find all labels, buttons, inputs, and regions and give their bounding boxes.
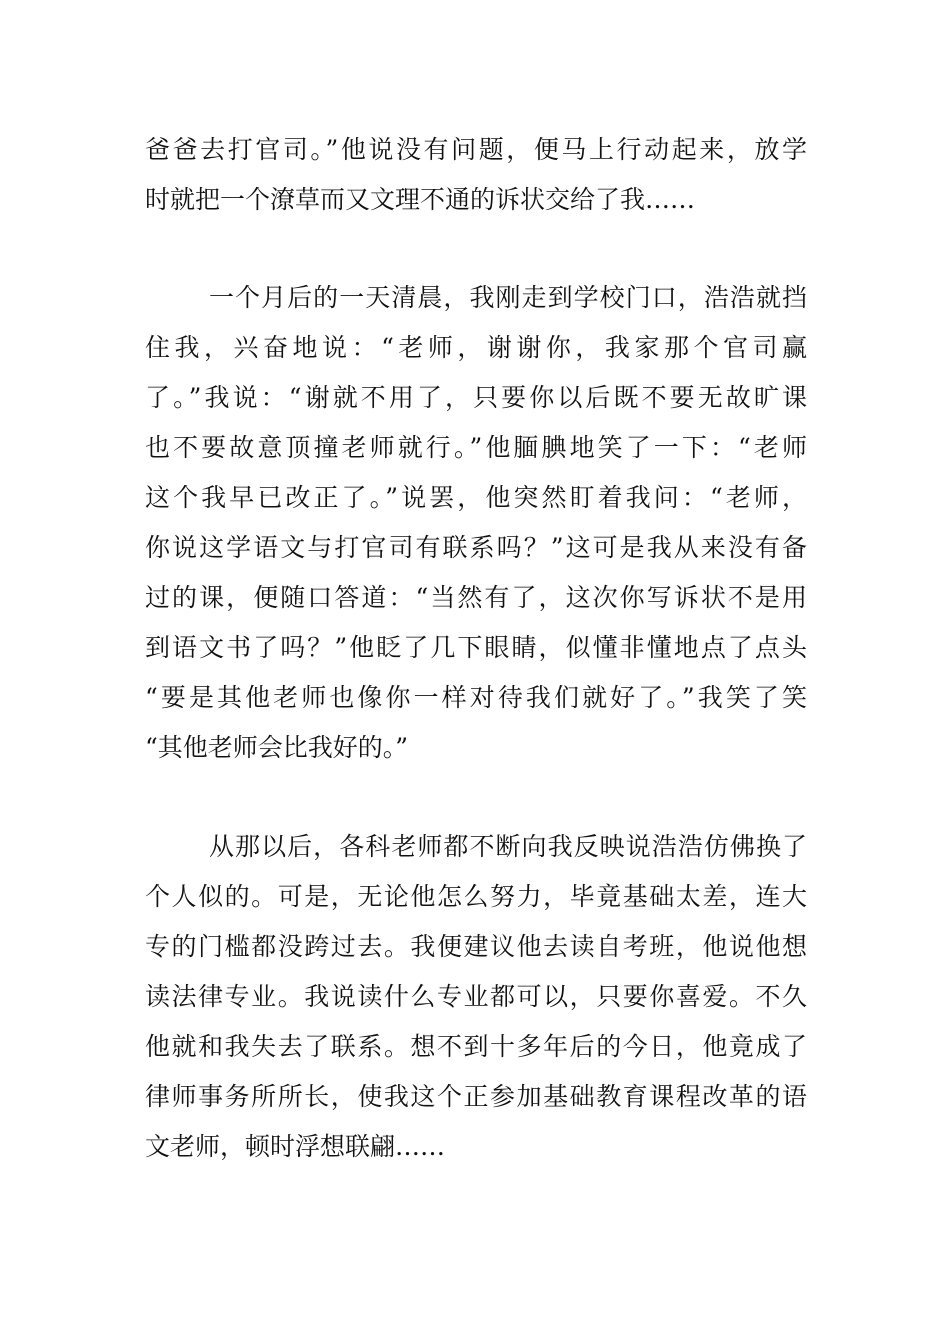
text-line: 了。”我说：“谢就不用了，只要你以后既不要无故旷课 [145, 383, 807, 412]
text-line: “其他老师会比我好的。” [145, 733, 409, 762]
text-line: 从那以后，各科老师都不断向我反映说浩浩仿佛换了 [209, 832, 807, 861]
text-line: 一个月后的一天清晨，我刚走到学校门口，浩浩就挡 [209, 283, 807, 312]
text-line: 时就把一个潦草而又文理不通的诉状交给了我…… [145, 185, 696, 214]
text-line: 过的课，便随口答道：“当然有了，这次你写诉状不是用 [145, 583, 807, 612]
text-line: 个人似的。可是，无论他怎么努力，毕竟基础太差，连大 [145, 882, 807, 911]
text-line: 这个我早已改正了。”说罢，他突然盯着我问：“老师， [145, 483, 807, 512]
text-line: 他就和我失去了联系。想不到十多年后的今日，他竟成了 [145, 1032, 807, 1061]
text-line: “要是其他老师也像你一样对待我们就好了。”我笑了笑 [145, 683, 807, 712]
text-line: 专的门槛都没跨过去。我便建议他去读自考班，他说他想 [145, 932, 807, 961]
text-line: 文老师，顿时浮想联翩…… [145, 1132, 446, 1161]
text-line: 爸爸去打官司。”他说没有问题，便马上行动起来，放学 [145, 135, 807, 164]
text-line: 住我，兴奋地说：“老师，谢谢你，我家那个官司赢 [145, 333, 807, 362]
text-line: 你说这学语文与打官司有联系吗？”这可是我从来没有备 [145, 533, 807, 562]
text-line: 律师事务所所长，使我这个正参加基础教育课程改革的语 [145, 1082, 807, 1111]
text-line: 读法律专业。我说读什么专业都可以，只要你喜爱。不久 [145, 982, 807, 1011]
text-line: 也不要故意顶撞老师就行。”他腼腆地笑了一下：“老师 [145, 433, 807, 462]
text-line: 到语文书了吗？”他眨了几下眼睛，似懂非懂地点了点头 [145, 633, 807, 662]
